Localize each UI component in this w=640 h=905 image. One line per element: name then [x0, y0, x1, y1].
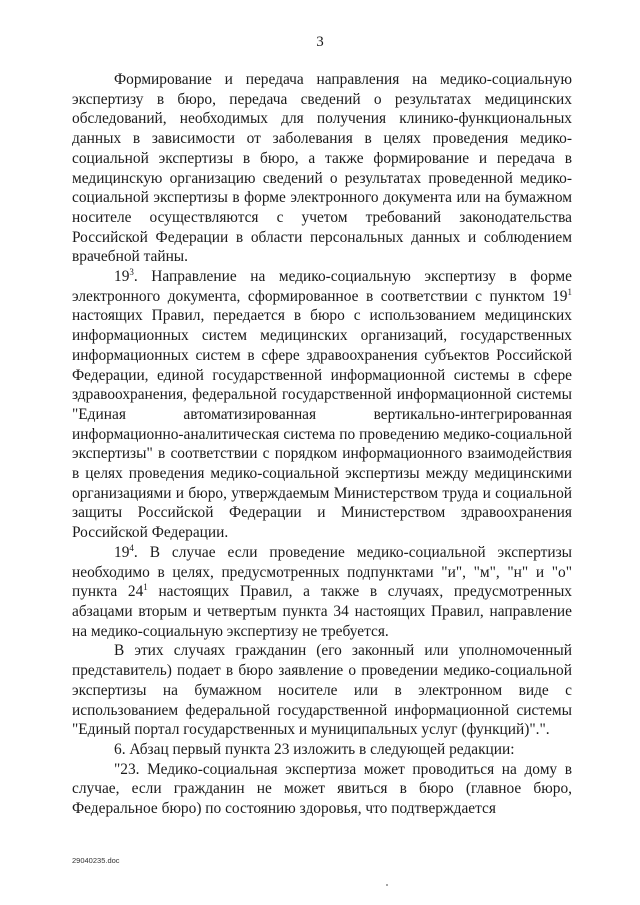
paragraph-formation-transfer: Формирование и передача направления на медико-социальную экспертизу в бюро, передача сведений о результатах медицинских обследований, необходимых для получения клинико-функциональных данных в зависимости от заболевания в целях проведения медико-социальной экспертизы в бюро, а также формирование и передача в медицинскую организацию сведений о результатах проведенной медико-социальной экспертизы в форме электронного документа или на бумажном носителе осуществляются с учетом требований законодательства Российской Федерации в области персональных данных и соблюдением врачебной тайны. [72, 71, 572, 266]
scan-speck [386, 884, 388, 886]
page-number: 3 [316, 34, 324, 50]
footer-filename: 29040235.doc [72, 856, 120, 865]
clause-number: 19 [114, 543, 130, 561]
clause-text: . Направление на медико-социальную экспертизу в форме электронного документа, сформированное в соответствии с пунктом 19 [72, 268, 572, 305]
paragraph-application: В этих случаях гражданин (его законный или уполномоченный представитель) подает в бюро заявление о проведении медико-социальной экспертизы на бумажном носителе или в электронном виде с использованием федеральной государственной информационной системы "Единый портал государственных и муниципальных услуг (функций)".". [72, 642, 572, 739]
clause-text: . В случае если проведение медико-социальной экспертизы необходимо в целях, предусмотренных подпунктами "и", "м", "н" и "о" пункта 24 [72, 543, 572, 601]
reference-superscript: 1 [143, 582, 148, 593]
clause-text-continued: настоящих Правил, передается в бюро с использованием медицинских информационных систем медицинских организаций, государственных информационных систем в сфере здравоохранения субъектов Российской Федерации, единой государственной информационной системы в сфере здравоохранения, федеральной государственной информационной системы "Единая автоматизированная вертикально-интегрированная информационно-аналитическая система по проведению медико-социальной экспертизы" в соответствии с порядком информационного взаимодействия в целях проведения медико-социальной экспертизы между медицинскими организациями и бюро, утверждаемым Министерством труда и социальной защиты Российской Федерации и Министерством здравоохранения Российской Федерации. [72, 307, 572, 542]
paragraph-23: "23. Медико-социальная экспертиза может проводиться на дому в случае, если гражданин не может явиться в бюро (главное бюро, Федеральное бюро) по состоянию здоровья, что подтверждается [72, 760, 572, 818]
clause-number: 19 [114, 268, 130, 286]
paragraph-19-4 [72, 543, 572, 642]
document-body [72, 70, 572, 819]
paragraph-amendment-6: 6. Абзац первый пункта 23 изложить в следующей редакции: [114, 740, 515, 758]
clause-superscript: 4 [129, 542, 134, 553]
paragraph-19-3 [72, 267, 572, 543]
clause-superscript: 3 [129, 267, 134, 278]
reference-superscript: 1 [567, 286, 572, 297]
clause-text-continued: настоящих Правил, а также в случаях, предусмотренных абзацами вторым и четвертым пункта 34 настоящих Правил, направление на медико-социальную экспертизу не требуется. [72, 583, 572, 640]
